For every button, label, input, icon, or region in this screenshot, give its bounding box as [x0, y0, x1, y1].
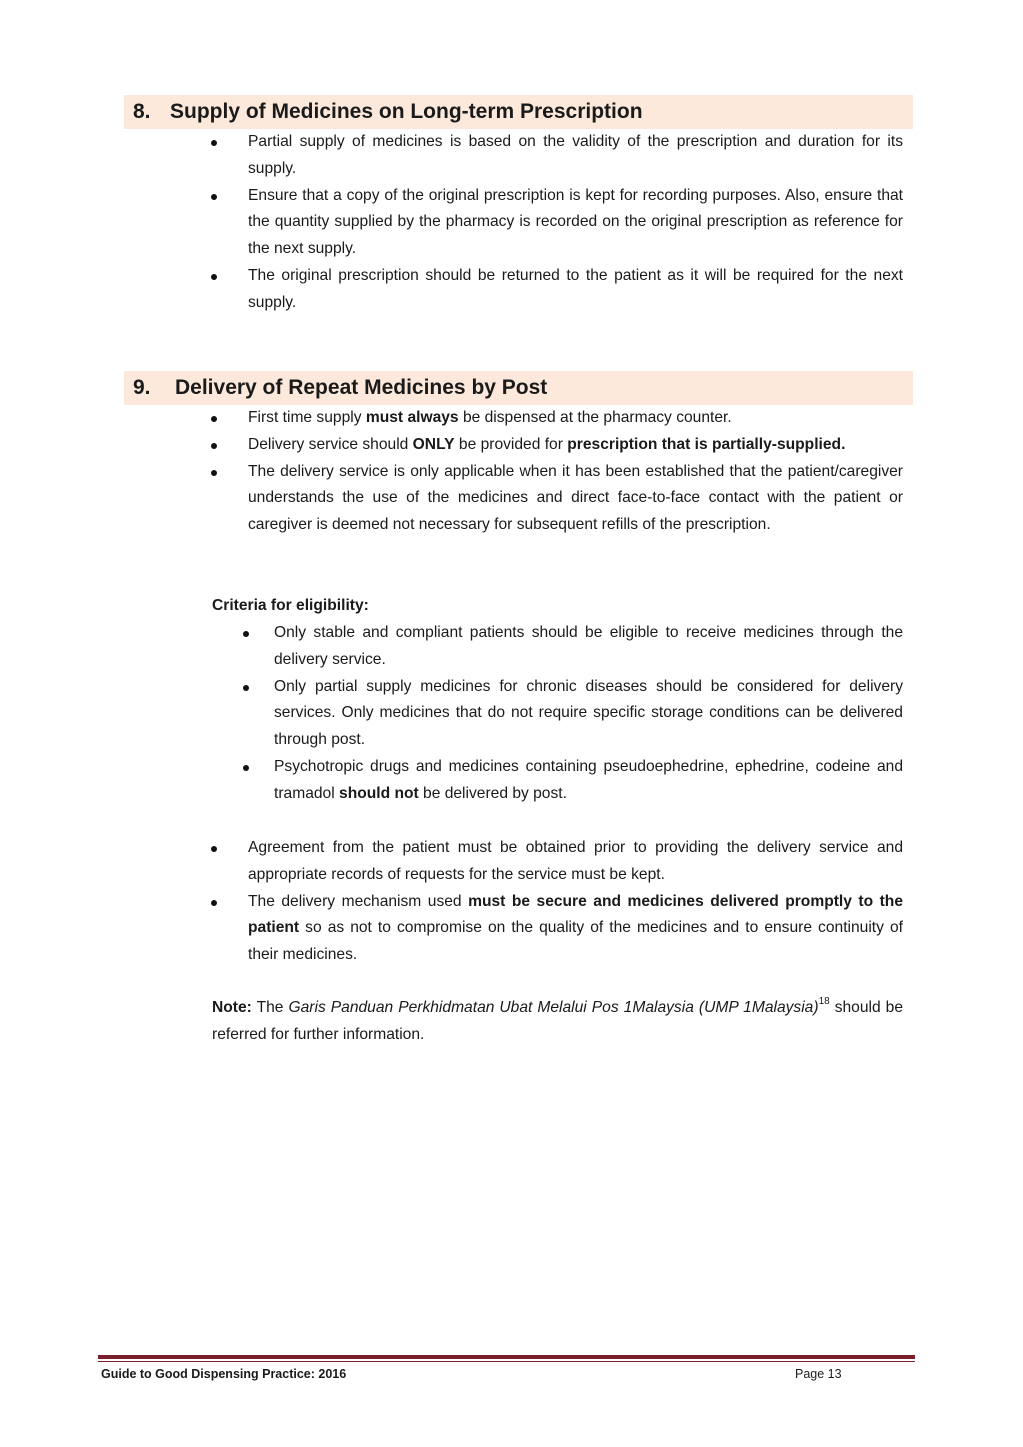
footer-title: Guide to Good Dispensing Practice: 2016 [101, 1367, 347, 1381]
list-item: Partial supply of medicines is based on the validity of the prescription and duration for its supply. [248, 129, 903, 183]
list-item: Agreement from the patient must be obtained prior to providing the delivery service and appropriate records of requests for the service must be kept. [248, 835, 903, 889]
bullet-icon [211, 274, 217, 280]
criteria-list [274, 620, 903, 808]
section-9-list [248, 405, 903, 539]
list-item: Only stable and compliant patients should be eligible to receive medicines through the delivery service. [274, 620, 903, 674]
section-9-list-continued [248, 835, 903, 969]
bullet-icon [243, 685, 249, 691]
bullet-icon [211, 194, 217, 200]
section-number: 9. [133, 376, 151, 399]
list-item: Ensure that a copy of the original prescription is kept for recording purposes. Also, ensure that the quantity supplied by the pharmacy is recorded on the original prescription as reference for the next supply. [248, 183, 903, 263]
section-8-list [248, 129, 903, 317]
guideline-title: Garis Panduan Perkhidmatan Ubat Melalui Pos 1Malaysia (UMP 1Malaysia) [288, 999, 819, 1016]
note-paragraph: Note: The Garis Panduan Perkhidmatan Ubat Melalui Pos 1Malaysia (UMP 1Malaysia)$^{18}$ should be referred for further information. [212, 996, 904, 1043]
criteria-heading: Criteria for eligibility: [212, 597, 369, 614]
footer-divider-thin [98, 1361, 915, 1362]
section-title: Delivery of Repeat Medicines by Post [175, 376, 548, 399]
bullet-icon [211, 846, 217, 852]
list-item: First time supply must always be dispensed at the pharmacy counter. [248, 405, 903, 432]
list-item: Delivery service should ONLY be provided for prescription that is partially-supplied. [248, 432, 903, 459]
bullet-icon [243, 765, 249, 771]
bullet-icon [211, 470, 217, 476]
bullet-icon [211, 416, 217, 422]
section-9-heading [124, 371, 913, 405]
reference-number: 18 [818, 996, 830, 1007]
list-item: The delivery service is only applicable when it has been established that the patient/caregiver understands the use of the medicines and direct face-to-face contact with the patient or caregiver is deemed not necessary for subsequent refills of the prescription. [248, 459, 903, 539]
list-item: The delivery mechanism used must be secure and medicines delivered promptly to the patient so as not to compromise on the quality of the medicines and to ensure continuity of their medicines. [248, 889, 903, 969]
page-number: Page 13 [795, 1367, 842, 1381]
bullet-icon [243, 631, 249, 637]
bullet-icon [211, 443, 217, 449]
section-8-heading [124, 95, 913, 129]
section-number: 8. [133, 100, 151, 123]
section-title: Supply of Medicines on Long-term Prescription [170, 100, 643, 123]
list-item: Only partial supply medicines for chronic diseases should be considered for delivery services. Only medicines that do not require specific storage conditions can be delivered through post. [274, 674, 903, 754]
bullet-icon [211, 140, 217, 146]
bullet-icon [211, 900, 217, 906]
note-label: Note: [212, 999, 252, 1016]
list-item: Psychotropic drugs and medicines containing pseudoephedrine, ephedrine, codeine and tramadol should not be delivered by post. [274, 754, 903, 808]
footer-divider [98, 1355, 915, 1359]
list-item: The original prescription should be returned to the patient as it will be required for the next supply. [248, 263, 903, 317]
